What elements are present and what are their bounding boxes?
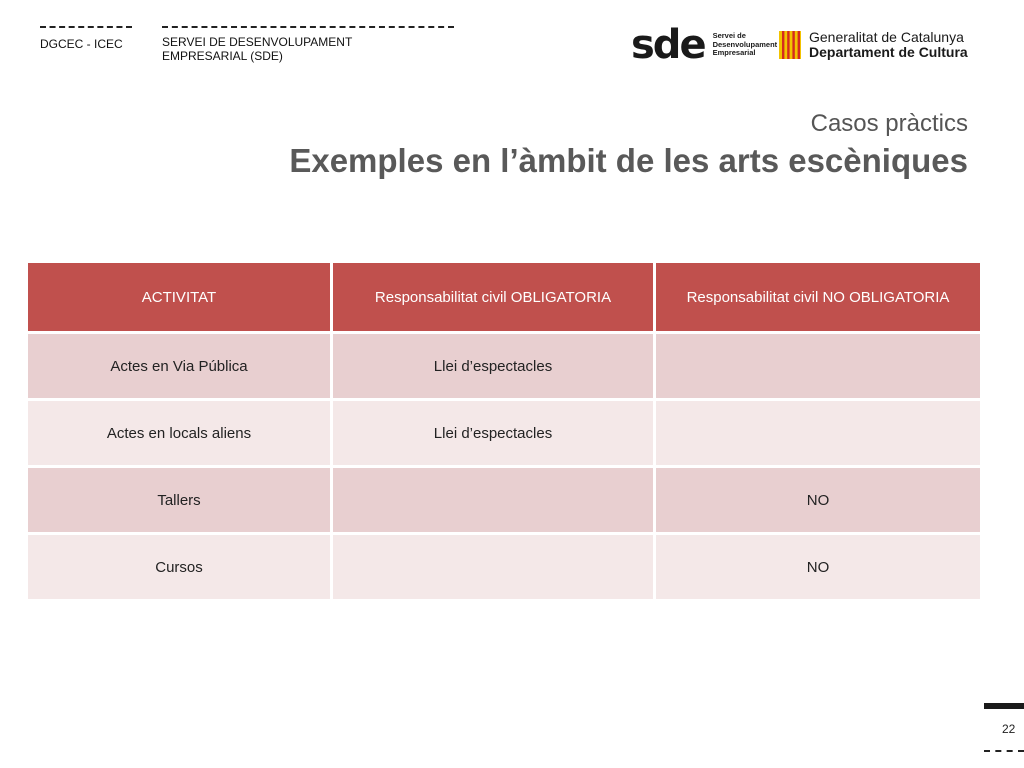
table-header-row: [28, 263, 980, 334]
table-cell: [656, 401, 980, 468]
table-row: [28, 468, 980, 535]
table-cell: Tallers: [28, 468, 333, 535]
table-row: [28, 535, 980, 599]
slide-subtitle: Casos pràctics: [810, 110, 968, 137]
table-row: [28, 401, 980, 468]
table-cell: [656, 334, 980, 401]
footer-bar: [984, 703, 1024, 709]
header-dash-right: [162, 26, 454, 28]
table-row: [28, 334, 980, 401]
generalitat-name: Generalitat de Catalunya: [809, 29, 964, 45]
slide-title: Exemples en l’àmbit de les arts escèniques: [289, 142, 968, 179]
table-cell: [333, 535, 656, 599]
table-cell: NO: [656, 468, 980, 535]
footer-dash: [984, 750, 1024, 752]
table-cell: NO: [656, 535, 980, 599]
org-label-sde: SERVEI DE DESENVOLUPAMENT EMPRESARIAL (SDE): [162, 35, 353, 63]
sde-logo-letters: sde: [631, 22, 705, 68]
sde-logo-subtitle: [713, 32, 781, 58]
header-dash-left: [40, 26, 132, 28]
table-cell: Cursos: [28, 535, 333, 599]
sde-logo-line2: Desenvolupament: [712, 39, 778, 49]
generalitat-logo-text: [809, 30, 968, 60]
header-no-obligatoria: Responsabilitat civil NO OBLIGATORIA: [656, 263, 980, 334]
header-activitat: ACTIVITAT: [28, 263, 333, 334]
header-obligatoria: Responsabilitat civil OBLIGATORIA: [333, 263, 656, 334]
sde-logo-line1: Servei de: [712, 31, 746, 41]
department-name: Departament de Cultura: [809, 44, 968, 60]
table-cell: Actes en Via Pública: [28, 334, 333, 401]
activities-table: [28, 263, 980, 599]
generalitat-logo: [779, 28, 994, 62]
sde-logo: [631, 24, 781, 66]
page-number: 22: [1002, 722, 1016, 736]
org-label-dgcec: DGCEC - ICEC: [40, 37, 123, 51]
table-cell: Llei d’espectacles: [333, 401, 656, 468]
table-cell: [333, 468, 656, 535]
senyera-flag-icon: [779, 31, 801, 59]
sde-logo-line3: Empresarial: [712, 48, 756, 58]
table-cell: Llei d’espectacles: [333, 334, 656, 401]
table-cell: Actes en locals aliens: [28, 401, 333, 468]
